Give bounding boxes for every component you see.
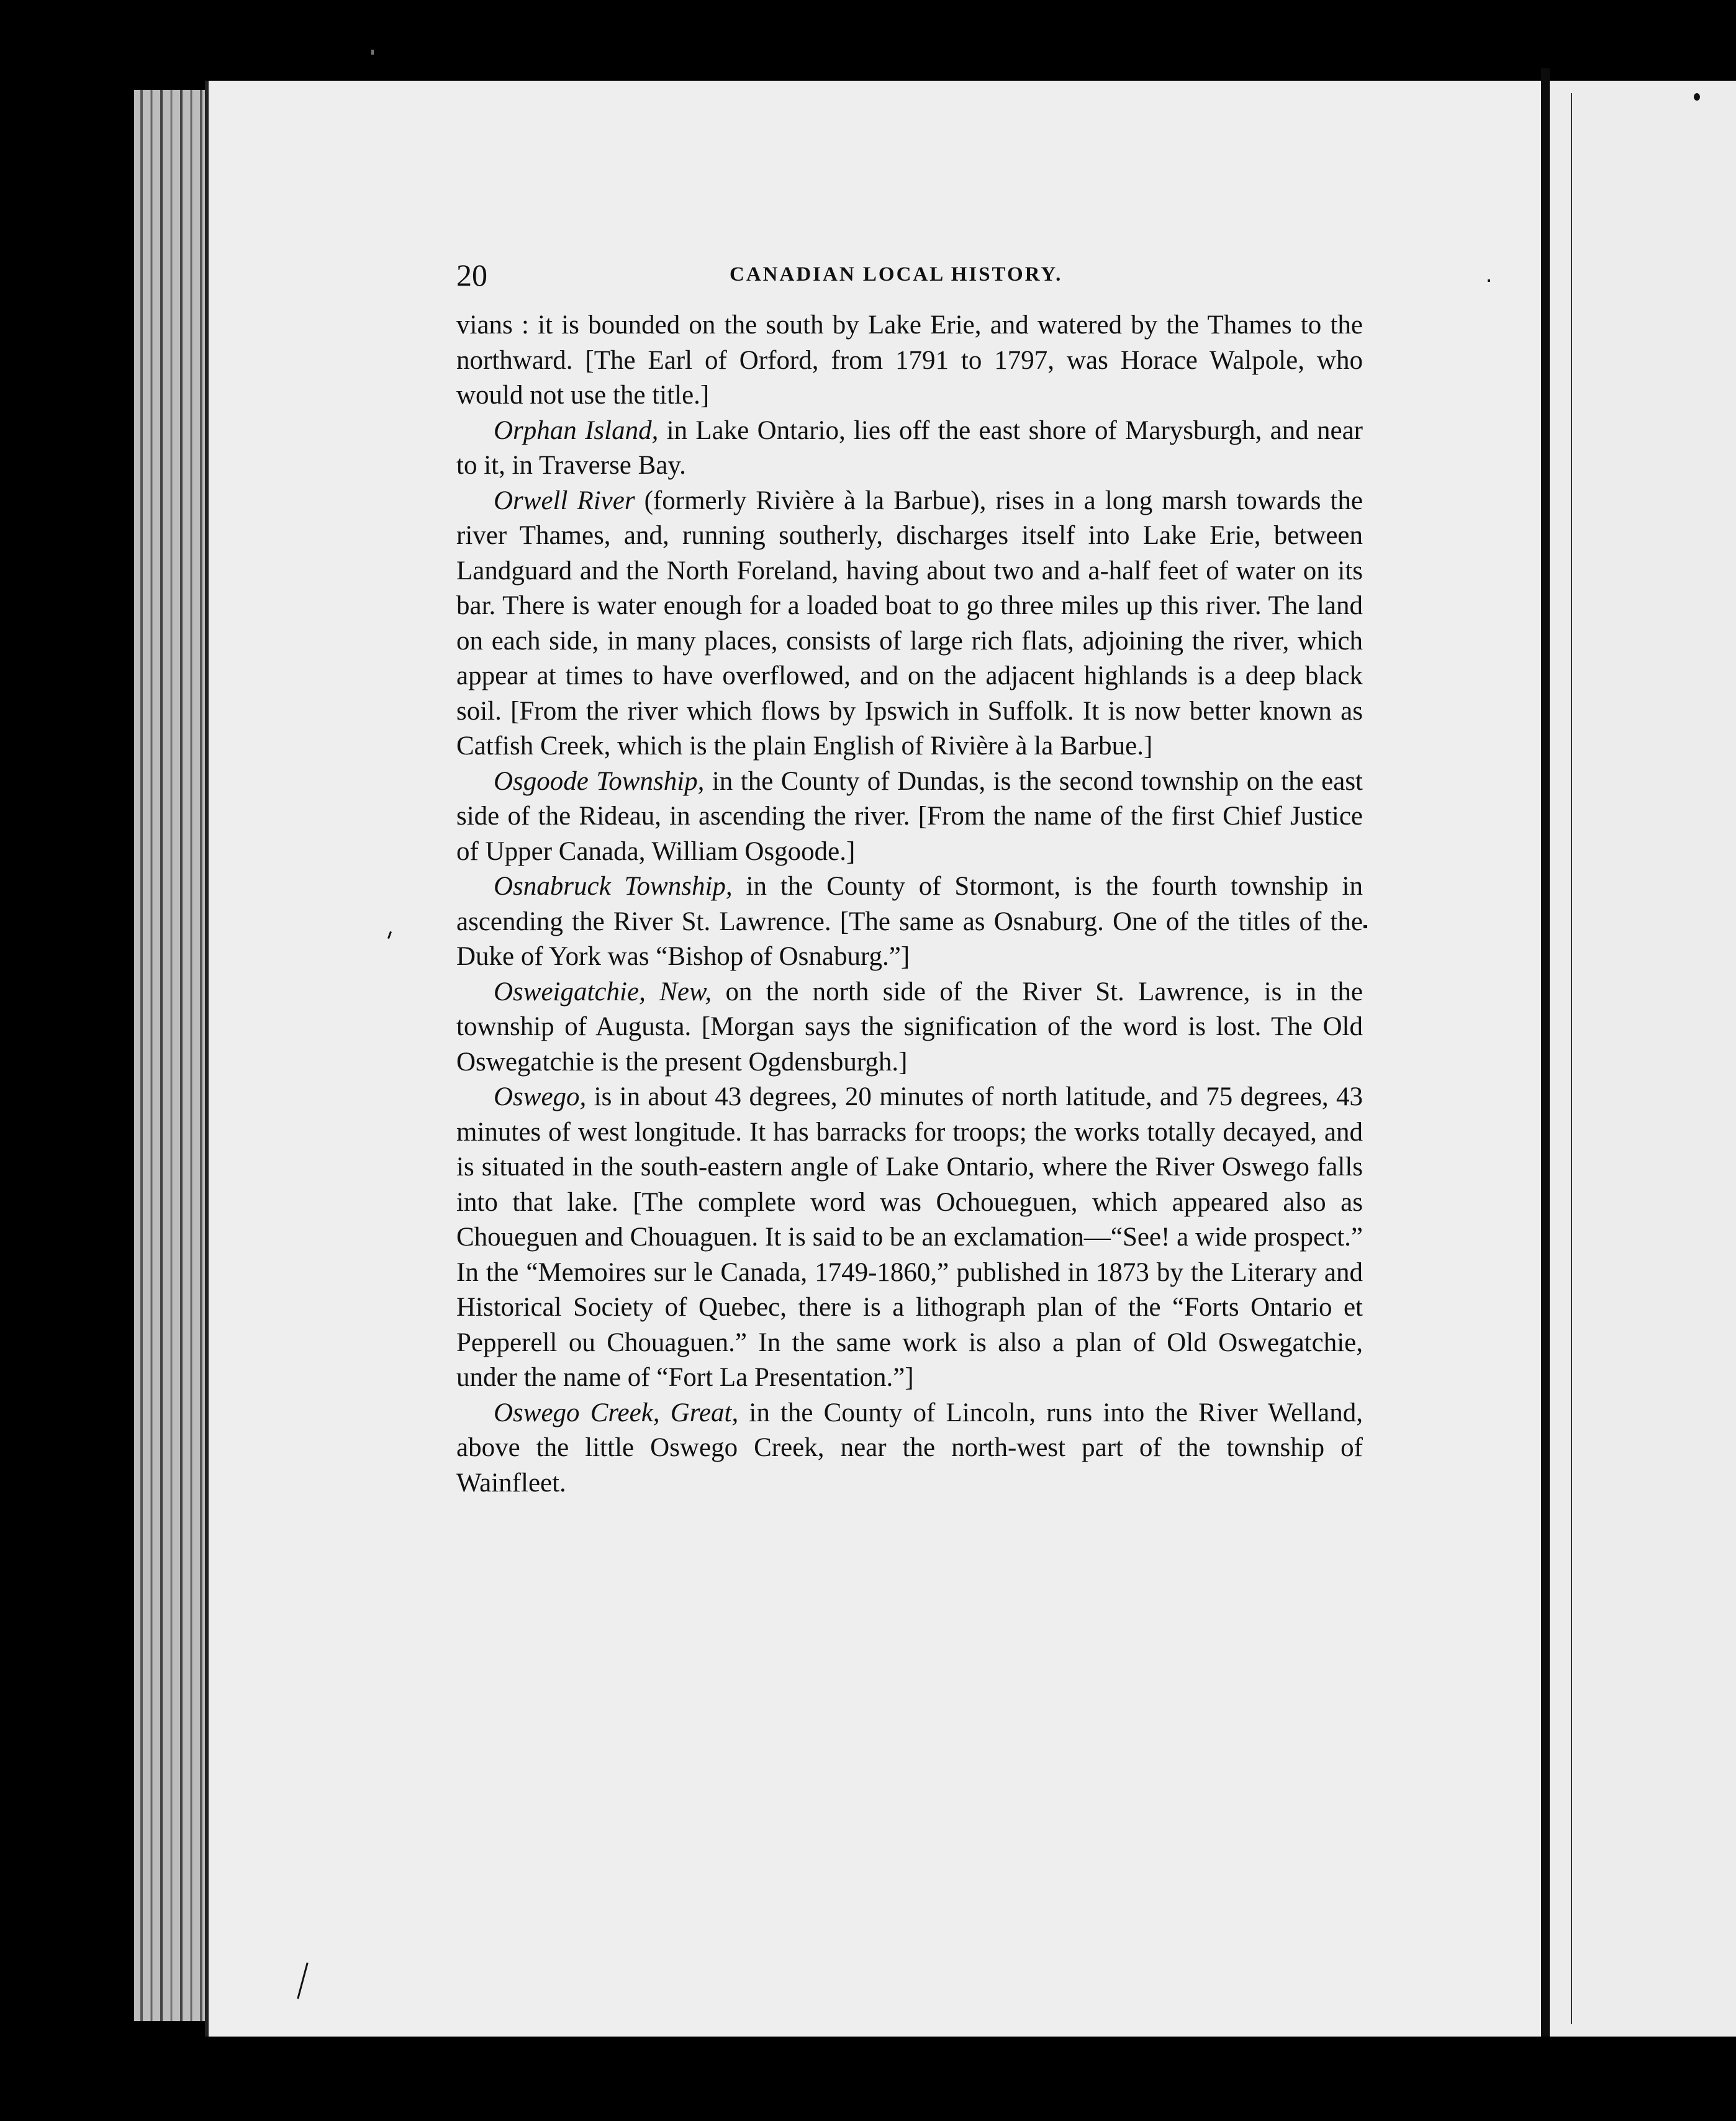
entry-title: Osweigatchie, New, bbox=[494, 977, 712, 1006]
page-number: 20 bbox=[456, 258, 487, 292]
ink-speck bbox=[387, 931, 392, 939]
entry-text: in the County of Lincoln, runs into the River Welland, above the little Oswego Creek, near the north-west part of the township of Wainfleet. bbox=[456, 1398, 1363, 1498]
entry-title: Orphan Island, bbox=[494, 415, 659, 445]
entry-text: in the County of Dundas, is the second township on the east side of the Rideau, in ascending the river. [From the name of the first Chief Justice of Upper Canada, William Osgoode.] bbox=[456, 766, 1363, 866]
ink-speck bbox=[1488, 279, 1490, 282]
entry-text: on the north side of the River St. Lawrence, is in the township of Augusta. [Morgan says the signification of the word is lost. The Old Oswegatchie is the present Ogdensburgh.] bbox=[456, 977, 1363, 1077]
entry-title: Orwell River bbox=[494, 486, 635, 515]
entry-title: Oswego, bbox=[494, 1082, 587, 1111]
entry-osnabruck-township bbox=[456, 869, 1363, 975]
page-header bbox=[456, 253, 1419, 297]
entry-osgoode-township bbox=[456, 764, 1363, 870]
book-spine-shadow bbox=[1541, 68, 1550, 2037]
ink-speck bbox=[1694, 93, 1700, 101]
entry-oswego bbox=[456, 1080, 1363, 1396]
body-text bbox=[456, 308, 1363, 1501]
entry-text: (formerly Rivière à la Barbue), rises in a long marsh towards the river Thames, and, running southerly, discharges itself into Lake Erie, between Landguard and the North Foreland, having about two and a-half feet of water on its bar. There is water enough for a loaded boat to go three miles up this river. The land on each side, in many places, consists of large rich flats, adjoining the river, which appear at times to have overflowed, and on the adjacent highlands is a deep black soil. [From the river which flows by Ipswich in Suffolk. It is now better known as Catfish Creek, which is the plain English of Rivière à la Barbue.] bbox=[456, 486, 1363, 761]
entry-title: Oswego Creek, Great, bbox=[494, 1398, 739, 1427]
entry-text: is in about 43 degrees, 20 minutes of north latitude, and 75 degrees, 43 minutes of west longitude. It has barracks for troops; the works totally decayed, and is situated in the south-eastern angle of Lake Ontario, where the River Oswego falls into that lake. [The complete word was Ochoueguen, which appeared also as Choueguen and Chouaguen. It is said to be an exclamation—“See! a wide prospect.” In the “Memoires sur le Canada, 1749-1860,” published in 1873 by the Literary and Historical Society of Quebec, there is a lithograph plan of the “Forts Ontario et Pepperell ou Chouaguen.” In the same work is also a plan of Old Oswegatchie, under the name of “Fort La Presentation.”] bbox=[456, 1082, 1363, 1392]
entry-oswego-creek-great bbox=[456, 1396, 1363, 1501]
entry-orphan-island bbox=[456, 414, 1363, 484]
entry-title: Osgoode Township, bbox=[494, 766, 705, 796]
running-head: CANADIAN LOCAL HISTORY. bbox=[730, 263, 1063, 286]
entry-text: in Lake Ontario, lies off the east shore of Marysburgh, and near to it, in Traverse Bay. bbox=[456, 415, 1363, 480]
facing-page-rule bbox=[1571, 93, 1572, 2024]
entry-text: in the County of Stormont, is the fourth township in ascending the River St. Lawrence. [The same as Osnaburg. One of the titles of the Duke of York was “Bishop of Osnaburg.”] bbox=[456, 872, 1363, 971]
paragraph-text: vians : it is bounded on the south by Lake Erie, and watered by the Thames to the northward. [The Earl of Orford, from 1791 to 1797, was Horace Walpole, who would not use the title.] bbox=[456, 310, 1363, 410]
ink-speck bbox=[297, 1963, 308, 1999]
entry-title: Osnabruck Township, bbox=[494, 872, 733, 901]
facing-page-edge bbox=[1550, 81, 1736, 2037]
ink-speck bbox=[371, 50, 374, 55]
entry-osweigatchie-new bbox=[456, 975, 1363, 1080]
paragraph-continuation bbox=[456, 308, 1363, 414]
entry-orwell-river bbox=[456, 484, 1363, 764]
ink-speck bbox=[1363, 925, 1367, 928]
